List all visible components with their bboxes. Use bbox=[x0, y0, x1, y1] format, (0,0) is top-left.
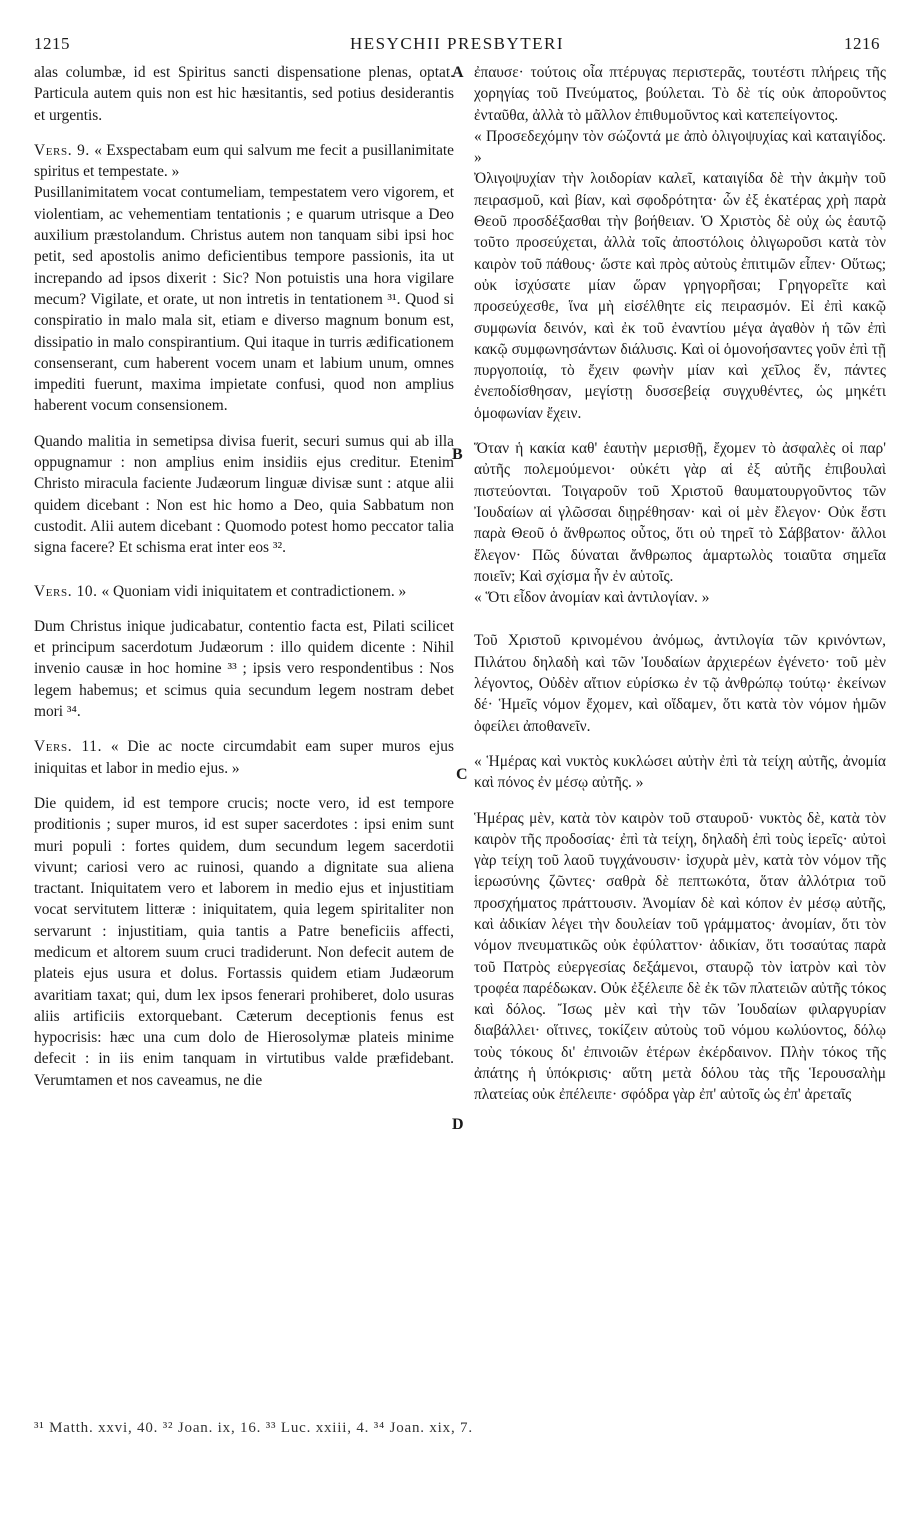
page-number-left: 1215 bbox=[34, 34, 70, 53]
page-header bbox=[34, 34, 880, 60]
verse-text: « Die ac nocte circumdabit eam super muros ejus iniquitas et labor in medio ejus. » bbox=[34, 738, 454, 777]
footnotes: ³¹ Matth. xxvi, 40. ³² Joan. ix, 16. ³³ Luc. xxiii, 4. ³⁴ Joan. xix, 7. bbox=[34, 1420, 473, 1436]
verse-text: « Quoniam vidi iniquitatem et contradictionem. » bbox=[101, 582, 407, 600]
running-title: HESYCHII PRESBYTERI bbox=[349, 34, 565, 53]
greek-verse-9: « Προσεδεχόμην τὸν σώζοντά με ἀπὸ ὀλιγοψυχίας καὶ καταιγίδος. » bbox=[474, 127, 886, 167]
section-marker-c: C bbox=[456, 766, 468, 783]
greek-column bbox=[474, 62, 886, 1106]
latin-paragraph: Pusillanimitatem vocat contumeliam, tempestatem vero vigorem, et violentiam, ac vehementiam tentationis ; e quarum utrisque a Deo auxilium præstolandum. Christus autem non tanquam sibi ipsi hoc petit, sed apostolis animo deficientibus tempore passionis, ita ut increpando ad ipsos dixerit : Sic? Non potuistis una hora vigilare mecum? Vigilate, et orate, ut non intretis in tentationem ³¹. Quod si conspiratio in malo mala sit, etiam e diverso magnum bonum est, dissipatio in malo conspirantium. Qui itaque in turris ædificationem consenserant, cum haberent vocem unam et labium unum, omnes impediti fuerunt, maxima impietate confusi, quod non amplius haberent vocum consensionem. bbox=[34, 184, 454, 415]
verse-text: « Exspectabam eum qui salvum me fecit a pusillanimitate spiritus et tempestate. » bbox=[34, 141, 455, 181]
section-marker-d: D bbox=[452, 1116, 464, 1133]
greek-paragraph: Ὅταν ἡ κακία καθ' ἑαυτὴν μερισθῇ, ἔχομεν τὸ ἀσφαλὲς οἱ παρ' αὐτῆς πολεμούμενοι· οὐκέτι γὰρ αἱ ἐξ αὐτῆς ἐπιβουλαὶ πιστεύονται. Τοιγαροῦν τοῦ Χριστοῦ θαυματουργοῦντος τῶν Ἰουδαίων αἱ γλῶσσαι διῃρέθησαν· καὶ οἱ μὲν ἔλεγον· Οὐκ ἔστι παρὰ Θεοῦ ὁ ἄνθρωπος οὗτος, ὅτι οὐ τηρεῖ τὸ Σάββατον· ἄλλοι ἔλεγον· Πῶς δύναται ἄνθρωπος ἁμαρτωλὸς τοιαῦτα σημεῖα ποιεῖν; Καὶ σχίσμα ἦν ἐν αὐτοῖς. bbox=[474, 440, 886, 585]
verse-label: Vers. 9. bbox=[34, 141, 90, 159]
latin-verse-9 bbox=[34, 140, 454, 183]
section-marker-a: A bbox=[452, 64, 464, 81]
latin-verse-10 bbox=[34, 581, 454, 602]
page-number-right: 1216 bbox=[844, 34, 880, 53]
latin-paragraph: alas columbæ, id est Spiritus sancti dispensatione plenas, optat. Particula autem quis non est hic hæsitantis, sed potius desiderantis et urgentis. bbox=[34, 64, 454, 124]
greek-verse-11: « Ἡμέρας καὶ νυκτὸς κυκλώσει αὐτὴν ἐπὶ τὰ τείχη αὐτῆς, ἀνομία καὶ πόνος ἐν μέσῳ αὐτῆς. » bbox=[474, 752, 886, 792]
greek-paragraph: ἐπαυσε· τούτοις οἷα πτέρυγας περιστερᾶς, τουτέστι πλήρεις τῆς χορηγίας τοῦ Πνεύματος, βούλεται. Τὸ δὲ τίς οὐκ ἀποροῦντος ἐνταῦθα, ἀλλὰ τὸ μᾶλλον ἐπιθυμοῦντος καὶ κατεπείγοντος. bbox=[474, 64, 886, 124]
latin-verse-11 bbox=[34, 736, 454, 779]
latin-paragraph: Quando malitia in semetipsa divisa fuerit, securi sumus qui ab illa oppugnamur : non amplius enim insidiis ejus creditur. Etenim Christo miracula faciente Judæorum linguæ divisæ sunt : atque alii quidem dicebant : Non est hic homo a Deo, quia Sabbatum non custodit. Alii autem dicebant : Quomodo potest homo peccator talia signa facere? Et schisma erat inter eos ³². bbox=[34, 432, 454, 557]
greek-paragraph: Τοῦ Χριστοῦ κρινομένου ἀνόμως, ἀντιλογία τῶν κρινόντων, Πιλάτου δηλαδὴ καὶ τῶν Ἰουδαίων ἀρχιερέων ἐγένετο· τοῦ μὲν λέγοντος, Οὐδὲν αἴτιον εὑρίσκω ἐν τῷ ἀνθρώπῳ τούτῳ· ἐκείνων δέ· Ἡμεῖς νόμον ἔχομεν, καὶ οἴδαμεν, ὅτι κατὰ τὸν νόμον ἡμῶν ὀφείλει ἀποθανεῖν. bbox=[474, 632, 886, 735]
verse-label: Vers. 11. bbox=[34, 738, 103, 756]
latin-paragraph: Dum Christus inique judicabatur, contentio facta est, Pilati scilicet et principum sacerdotum Judæorum : illo quidem dicente : Nihil invenio causæ in hoc homine ³³ ; ipsis vero respondentibus : Nos legem habemus; et scimus quia secundum legem nostram debet mori ³⁴. bbox=[34, 617, 454, 721]
greek-verse-10: « Ὅτι εἶδον ἀνομίαν καὶ ἀντιλογίαν. » bbox=[474, 589, 710, 607]
verse-label: Vers. 10. bbox=[34, 582, 98, 600]
greek-paragraph: Ὀλιγοψυχίαν τὴν λοιδορίαν καλεῖ, καταιγίδα δὲ τὴν ἀκμὴν τοῦ πειρασμοῦ, καὶ βίαν, καὶ σφοδρότητα· ὧν ἐξ ἑκατέρας χρὴ παρὰ Θεοῦ προσδέξασθαι τὴν βοήθειαν. Ὁ Χριστὸς δὲ οὐχ ὡς ἑαυτῷ τοῦτο προσεύχεται, ἀλλὰ τοῖς ἀποστόλοις ὀλιγωροῦσι κατὰ τὸν καιρὸν τοῦ πάθους· ὥστε καὶ πρὸς αὐτοὺς ἐπιτιμῶν εἶπεν· Οὕτως; οὐκ ἰσχύσατε μίαν ὥραν γρηγορῆσαι; Γρηγορεῖτε καὶ προσεύχεσθε, ἵνα μὴ εἰσέλθητε εἰς πειρασμόν. Εἰ ἐπὶ κακῷ συμφωνία δεινόν, καὶ ἐκ τοῦ ἐναντίου μέγα ἀγαθὸν ἡ τῶν ἐπὶ κακῷ συμφωνησάντων διάλυσις. Καὶ οἱ ὁμονοήσαντες γοῦν ἐπὶ τῇ πυργοποιίᾳ, τὸ ἔχειν φωνὴν μίαν καὶ χεῖλος ἕν, πάντες ἐνεποδίσθησαν, μεγίστῃ δυσσεβείᾳ συγχυθέντες, ὡς μηκέτι ὁμοφωνίαν ἔχειν. bbox=[474, 170, 886, 422]
latin-column bbox=[34, 62, 454, 1091]
latin-paragraph: Die quidem, id est tempore crucis; nocte vero, id est tempore proditionis ; super muros, id est super sacerdotes : ipsi enim sunt muri populi : fortes quidem, dum secundum legem sacerdotii vivunt; cariosi vero ac ruinosi, quando a dignitate sua aliena tractant. Iniquitatem vero et laborem in medio ejus et injustitiam vocat servitutem litteræ : iniquitatem, quia legem spiritaliter non servarunt : injustitiam, quia tantis a Patre beneficiis affecti, medicum et altorem suum cruci tradiderunt. Non defecit autem de plateis ejus usura et dolus. Fortassis quidem etiam Judæorum avaritiam taxat; qui, dum lex ipsos fenerari prohiberet, dolo usuras aliis artificiis extorquebant. Cæterum deceptionis fenus est hypocrisis: hæc una cum dolo de Hierosolymæ plateis minime defecit : in iis enim tanquam in virtutibus valde præfidebant. Verumtamen et nos caveamus, ne die bbox=[34, 794, 454, 1089]
section-marker-b: B bbox=[452, 446, 463, 463]
greek-paragraph: Ἡμέρας μὲν, κατὰ τὸν καιρὸν τοῦ σταυροῦ· νυκτὸς δὲ, κατὰ τὸν καιρὸν τῆς προδοσίας· ἐπὶ τὰ τείχη, δηλαδὴ ἐπὶ τοὺς ἱερεῖς· αὐτοὶ γὰρ τείχη τοῦ λαοῦ τυγχάνουσιν· ἰσχυρὰ μὲν, κατὰ τὸν νόμον τῆς ἱερωσύνης ζῶντες· σαθρὰ δὲ πεπτωκότα, ὅταν ἀλλότρια τοῦ προσχήματος πράττουσιν. Ἀνομίαν δὲ καὶ κόπον ἐν μέσῳ αὐτῆς, καὶ ἀδικίαν λέγει τὴν δουλείαν τοῦ γράμματος· ἀνομίαν, ὅτι τὸν νόμον πνευματικῶς οὐκ ἐφύλαττον· ἀδικίαν, ὅτι τοσαύτας παρὰ τοῦ Πατρὸς εὐεργεσίας δεξάμενοι, σταυρῷ τὸν ἰατρὸν καὶ τὸν τροφέα παρέδωκαν. Οὐκ ἐξέλειπε δὲ ἐκ τῶν πλατειῶν αὐτῆς τόκος καὶ δόλος. Ἴσως μὲν καὶ τὴν τῶν Ἰουδαίων φιλαργυρίαν διαβάλλει· οἵτινες, τοκίζειν αὐτοὺς τοῦ νόμου κωλύοντος, δόλῳ τοὺς τόκους δι' ἐπινοιῶν ἑτέρων ἐκέρδαινον. Πλὴν τόκος τῆς ἀπάτης ἡ ὑπόκρισις· αὕτη μετὰ δόλου τὰς τῆς Ἱερουσαλὴμ πλατείας οὐκ ἐπέλειπε· σφόδρα γὰρ ἐπ' αὐτοῖς ὡς ἐπ' ἀρεταῖς bbox=[474, 809, 886, 1104]
